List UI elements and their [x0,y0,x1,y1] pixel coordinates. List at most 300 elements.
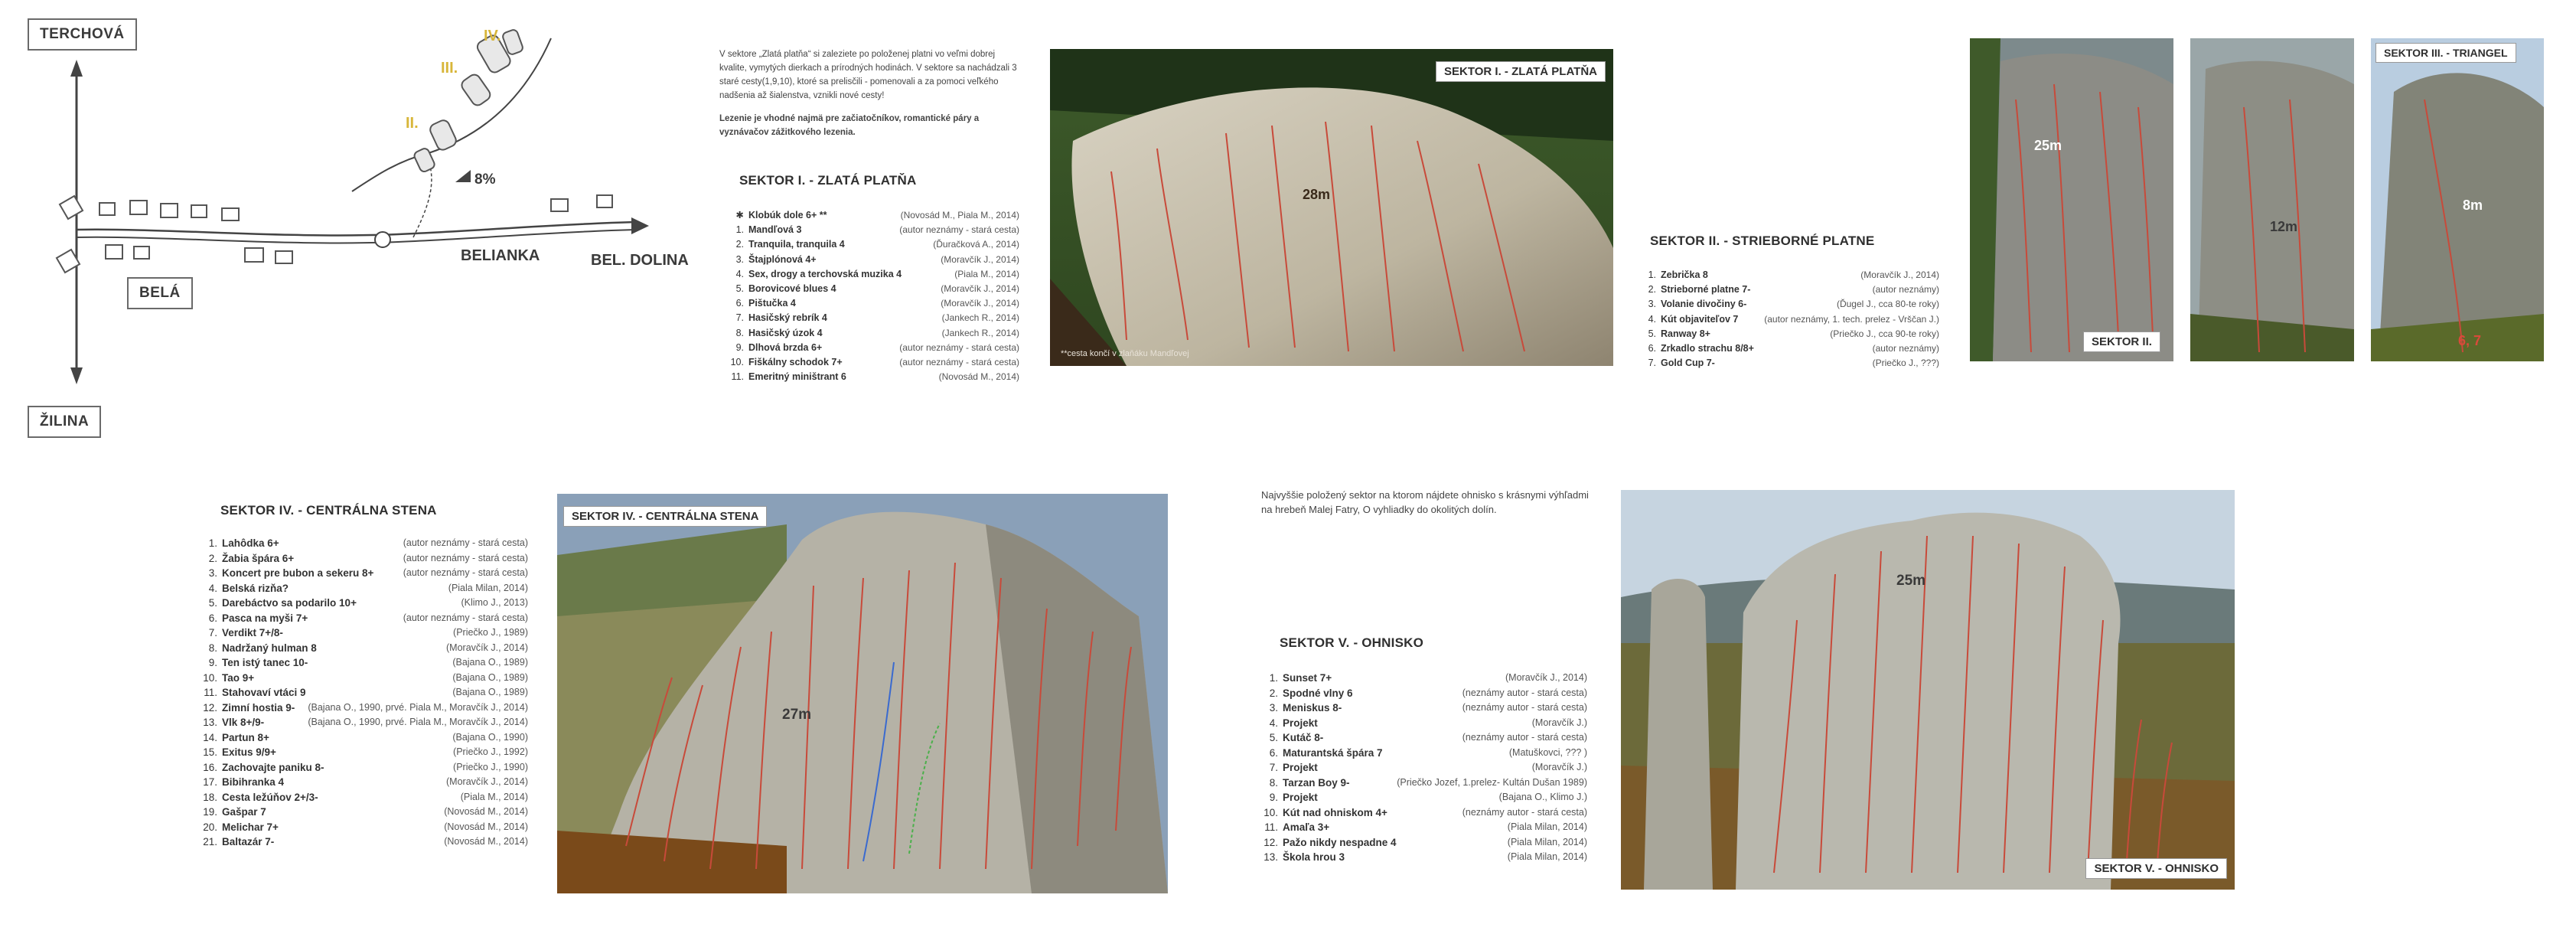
route-title: Projekt [1283,762,1318,773]
route-title: Škola hrou 3 [1283,851,1345,863]
route-number: 15. [203,746,217,758]
route-author: (Bajana O., 1990) [452,731,528,743]
route-title: Koncert pre bubon a sekeru 8+ [222,567,374,579]
sector4-height: 27m [782,707,812,723]
route-author: (Piala Milan, 2014) [448,582,528,593]
route-title: Meniskus 8- [1283,702,1342,714]
route-item [726,223,1019,237]
route-name [1260,686,1353,701]
route-name [1638,356,1715,371]
route-title: Dlhová brzda 6+ [748,341,823,353]
route-number: 11. [1264,821,1278,833]
sector3-route-nums: 6, 7 [2458,333,2482,348]
route-author: (neznámy autor - stará cesta) [1462,687,1587,698]
route-title: Strieborné platne 7- [1661,284,1751,296]
route-name [1260,790,1318,805]
sector2-height-b: 12m [2270,219,2298,234]
route-author: (Moravčík J., 2014) [446,776,528,787]
route-author: (neznámy autor - stará cesta) [1462,702,1587,713]
route-item [1638,312,1939,327]
route-number: 4. [1269,717,1278,729]
route-author: (Jankech R., 2014) [941,327,1019,338]
sector4-photo [557,494,1168,893]
route-name [199,790,318,805]
route-author: (Ďugel J., cca 80-te roky) [1836,299,1939,310]
route-name [1260,730,1323,746]
route-title: Lahôdka 6+ [222,537,279,549]
route-name [199,641,317,656]
route-number: 8. [1269,776,1278,789]
route-title: Kút objaviteľov 7 [1661,313,1739,325]
route-author: (autor neznámy - stará cesta) [899,341,1019,353]
route-title: Vlk 8+/9- [222,717,265,728]
route-item [1638,341,1939,356]
route-number: 2. [735,239,744,250]
route-name [1260,820,1329,835]
route-number: 6. [735,298,744,309]
route-title: Nadržaný hulman 8 [222,642,317,654]
route-name [726,208,827,223]
route-title: Pažo nikdy nespadne 4 [1283,836,1397,848]
route-name [1638,297,1746,312]
route-author: (Moravčík J., 2014) [941,253,1019,265]
sector5-height: 25m [1896,573,1926,589]
map-sector-ii: II. [406,115,419,132]
sector5-route-list [1260,671,1587,865]
route-number: 18. [203,791,217,803]
route-name [199,671,254,686]
route-title: Zebrička 8 [1661,269,1708,280]
route-item [726,355,1019,370]
route-number: 5. [208,597,217,609]
route-author: (neznámy autor - stará cesta) [1462,732,1587,743]
route-title: Maturantská špára 7 [1283,746,1383,759]
route-number: 3. [1648,299,1656,310]
route-item [199,745,528,760]
route-name [1638,341,1754,356]
route-name [199,581,289,596]
route-author: (Novosád M., 2014) [444,821,528,832]
route-author: (Ďuračková A., 2014) [933,239,1019,250]
route-number: 3. [1269,702,1278,714]
sector5-photo-svg [1621,490,2235,890]
sector1-intro [719,47,1019,139]
route-title: Zrkadlo strachu 8/8+ [1661,343,1754,354]
route-name [1260,835,1397,851]
route-number: 5. [1648,328,1656,339]
sector5-photo [1621,490,2235,890]
town-label-bel-dolina: BEL. DOLINA [591,252,689,269]
route-name [199,745,276,760]
route-name [199,775,284,790]
route-author: (Priečko J., cca 90-te roky) [1830,328,1939,339]
route-name [199,551,294,567]
route-number: 7. [1269,762,1278,773]
sector1-photo-label: SEKTOR I. - ZLATÁ PLATŇA [1436,61,1606,82]
route-item [199,685,528,700]
route-author: (autor neznámy, 1. tech. prelez - Vrščan J.) [1764,313,1939,325]
route-number: 1. [735,224,744,236]
route-item [726,370,1019,384]
route-name [726,267,902,282]
route-author: (Bajana O., 1990, prvé. Piala M., Moravčík J., 2014) [308,717,528,727]
route-name [199,685,306,700]
route-item [199,566,528,581]
map-sector-iv: IV. [484,28,501,44]
route-title: Partun 8+ [222,731,269,743]
sector1-title: SEKTOR I. - ZLATÁ PLATŇA [739,173,917,188]
route-number: 16. [203,761,217,773]
route-number: 17. [203,776,217,788]
route-title: Tao 9+ [222,671,255,684]
sector2-route-list [1638,268,1939,371]
sector3-photo [2371,38,2544,361]
route-item [199,805,528,820]
route-title: Zimní hostia 9- [222,701,295,714]
sector3-photo-svg [2371,38,2544,361]
route-item [1260,850,1587,865]
route-item [726,326,1019,341]
route-name [1260,776,1350,791]
route-name [199,820,279,835]
route-author: (Piala M., 2014) [460,791,528,802]
route-title: Stahovaví vtáci 9 [222,687,306,698]
route-item [199,760,528,776]
route-number: 1. [1648,269,1656,280]
route-item [199,700,528,716]
route-item [1260,790,1587,805]
route-author: (Priečko J., 1992) [453,746,528,757]
route-name [1638,282,1750,297]
route-number: 10. [203,671,217,684]
route-item [1638,327,1939,341]
route-item [726,311,1019,325]
route-author: (autor neznámy - stará cesta) [403,537,528,548]
sector4-photo-svg [557,494,1168,893]
route-item [199,625,528,641]
route-title: Projekt [1283,717,1318,729]
route-title: Ranway 8+ [1661,328,1710,339]
approach-map [15,8,689,444]
route-item [199,551,528,567]
route-author: (Novosád M., 2014) [444,806,528,817]
route-title: Projekt [1283,792,1318,803]
intro-paragraph-2: Lezenie je vhodné najmä pre začiatočníkov, romantické páry a vyznávačov zážitkového lezenia. [719,114,980,137]
route-name [1260,671,1332,686]
route-name [726,326,823,341]
route-author: (Novosád M., Piala M., 2014) [900,210,1019,220]
route-name [199,805,266,820]
town-label-zilina: ŽILINA [28,406,101,438]
route-title: Pištučka 4 [748,298,796,309]
route-item [1260,671,1587,686]
route-number: 4. [1648,313,1656,325]
route-number: 6. [1648,343,1656,354]
sector2-photo-b-svg [2190,38,2354,361]
route-number: 3. [735,253,744,265]
route-author: (autor neznámy - stará cesta) [899,224,1019,236]
route-name [1260,850,1345,865]
route-name [1638,327,1710,341]
route-item [1260,835,1587,851]
sector2-photo-label: SEKTOR II. [2083,331,2160,352]
route-name [726,311,827,325]
route-number: 20. [203,821,217,833]
route-item [199,790,528,805]
route-name [199,700,295,716]
route-name [726,355,843,370]
sector5-intro: Najvyššie položený sektor na ktorom nájdete ohnisko s krásnymi výhľadmi na hrebeň Malej Fatry, O vyhliadky do okolitých dolín. [1261,489,1589,515]
route-author: (neznámy autor - stará cesta) [1462,806,1587,818]
route-number: 2. [1269,687,1278,699]
route-item [199,581,528,596]
route-author: (Klimo J., 2013) [461,597,528,608]
sector4-title: SEKTOR IV. - CENTRÁLNA STENA [220,503,437,518]
route-item [726,341,1019,355]
route-author: (Bajana O., Klimo J.) [1498,792,1587,802]
route-title: Sunset 7+ [1283,672,1332,684]
route-item [1260,686,1587,701]
route-author: (Moravčík J.) [1531,717,1587,728]
route-author: (Priečko J., ???) [1872,358,1939,369]
route-author: (Moravčík J.) [1531,762,1587,772]
route-number: 7. [735,312,744,324]
route-title: Hasičský rebrík 4 [748,312,827,324]
route-item [199,641,528,656]
route-author: (Bajana O., 1990, prvé. Piala M., Moravčík J., 2014) [308,701,528,713]
route-author: (Priečko J., 1990) [453,761,528,772]
route-number: 5. [1269,732,1278,743]
route-title: Melichar 7+ [222,821,279,833]
intro-paragraph-1: V sektore „Zlatá platňa“ si zaleziete po položenej platni vo veľmi dobrej kvalite, vymytých dierkach a prírodných hodinách. V sektore sa nachádzali 3 staré cesty(1,9,10), ktoré sa prelisčili - pomenovali a za pomoci veľkého nadšenia až šialenstva, vznikli nové cesty! [719,50,1017,100]
sector1-route-list [726,208,1019,384]
route-number: 8. [735,327,744,338]
route-number: 1. [208,537,217,549]
route-title: Emeritný miništrant 6 [748,371,846,383]
route-number: 4. [735,268,744,279]
route-author: (Moravčík J., 2014) [941,283,1019,295]
route-author: (autor neznámy) [1872,343,1939,354]
route-author: (Matuškovci, ??? ) [1508,746,1587,758]
route-item [199,820,528,835]
route-author: (autor neznámy - stará cesta) [899,357,1019,368]
route-item [726,237,1019,252]
route-title: Klobúk dole 6+ ** [748,210,827,220]
sector4-photo-label: SEKTOR IV. - CENTRÁLNA STENA [563,506,767,527]
route-author: (Piala M., 2014) [954,268,1019,279]
map-grade: 8% [474,171,496,188]
route-name [1260,760,1318,776]
route-item [199,715,528,730]
route-name [1638,312,1738,327]
sector2-photo-b [2190,38,2354,361]
route-title: Ten istý tanec 10- [222,657,308,668]
route-item [199,596,528,611]
route-number: 7. [208,627,217,638]
route-name [199,596,357,611]
route-author: (Moravčík J., 2014) [446,642,528,653]
sector2-photo-a-svg [1970,38,2173,361]
route-name [726,253,817,267]
route-number: 9. [208,657,217,668]
route-name [726,223,801,237]
route-name [1260,746,1383,761]
route-author: (Novosád M., 2014) [938,371,1019,383]
route-author: (Moravčík J., 2014) [941,298,1019,309]
route-name [726,296,796,311]
route-title: Spodné vlny 6 [1283,687,1353,699]
route-title: Borovicové blues 4 [748,283,836,295]
sector1-note: **cesta končí v zlaňáku Mandľovej [1061,349,1189,358]
route-title: Baltazár 7- [222,836,275,847]
route-number: 14. [203,731,217,743]
route-title: Zachovajte paniku 8- [222,761,324,773]
route-title: Žabia špára 6+ [222,552,295,564]
route-name [199,760,324,776]
sector3-height: 8m [2463,198,2483,213]
route-author: (Piala Milan, 2014) [1507,851,1587,862]
route-item [1638,268,1939,282]
route-title: Gold Cup 7- [1661,358,1715,369]
route-title: Volanie divočiny 6- [1661,299,1747,310]
route-author: (Jankech R., 2014) [941,312,1019,324]
route-item [726,208,1019,223]
route-title: Verdikt 7+/8- [222,627,283,638]
route-name [1638,268,1708,282]
route-item [726,282,1019,296]
route-title: Štajplónová 4+ [748,253,817,265]
route-author: (Bajana O., 1989) [452,671,528,683]
route-number: 6. [1269,746,1278,759]
route-item [199,671,528,686]
route-name [1260,805,1387,821]
route-name [726,237,845,252]
route-item [1260,716,1587,731]
sector1-photo-svg [1050,49,1613,366]
route-number: 6. [208,612,217,624]
route-number: 12. [203,701,217,714]
route-number: 8. [208,642,217,654]
sector5-title: SEKTOR V. - OHNISKO [1280,635,1424,650]
route-author: (autor neznámy - stará cesta) [403,552,528,563]
route-title: Exitus 9/9+ [222,746,276,758]
route-item [1260,700,1587,716]
route-author: (autor neznámy - stará cesta) [403,612,528,623]
route-item [726,267,1019,282]
town-label-bela: BELÁ [127,277,193,309]
route-item [199,655,528,671]
route-number: 9. [735,341,744,353]
route-number: ✱ [735,210,744,220]
route-name [199,730,269,746]
route-number: 2. [208,552,217,564]
route-item [1638,297,1939,312]
route-title: Bibihranka 4 [222,776,285,788]
route-title: Gašpar 7 [222,806,266,818]
route-title: Darebáctvo sa podarilo 10+ [222,597,357,609]
route-name [199,715,264,730]
route-item [199,775,528,790]
sector4-route-list [199,536,528,850]
sector5-photo-label: SEKTOR V. - OHNISKO [2085,858,2227,879]
route-author: (Novosád M., 2014) [444,836,528,847]
route-item [1260,760,1587,776]
route-author: (autor neznámy) [1872,284,1939,296]
route-title: Hasičský úzok 4 [748,327,823,338]
route-number: 21. [203,836,217,847]
town-label-belianka: BELIANKA [461,247,540,264]
sector2-photo-a [1970,38,2173,361]
route-title: Cesta ležúňov 2+/3- [222,791,318,803]
route-name [1260,700,1342,716]
route-number: 12. [1264,836,1278,848]
route-name [726,341,822,355]
route-title: Mandľová 3 [748,224,802,236]
route-name [199,625,283,641]
route-title: Kút nad ohniskom 4+ [1283,806,1387,818]
route-number: 10. [1264,806,1278,818]
route-name [199,536,279,551]
sector2-title: SEKTOR II. - STRIEBORNÉ PLATNE [1650,234,1875,248]
route-author: (Moravčík J., 2014) [1860,269,1939,280]
route-item [1260,730,1587,746]
route-name [1260,716,1318,731]
route-number: 2. [1648,284,1656,296]
route-title: Tranquila, tranquila 4 [748,239,845,250]
route-author: (Bajana O., 1989) [452,687,528,697]
route-title: Sex, drogy a terchovská muzika 4 [748,268,902,279]
route-item [1638,356,1939,371]
route-number: 4. [208,582,217,594]
route-number: 5. [735,283,744,295]
map-roads [15,8,689,444]
map-sector-iii: III. [441,60,458,77]
route-author: (autor neznámy - stará cesta) [403,567,528,578]
route-number: 13. [203,717,217,728]
route-item [1260,746,1587,761]
route-name [726,370,846,384]
route-number: 1. [1269,672,1278,684]
route-item [199,834,528,850]
route-number: 10. [730,357,744,368]
route-item [199,611,528,626]
route-number: 9. [1269,792,1278,803]
route-item [1260,805,1587,821]
route-item [199,536,528,551]
route-title: Pasca na myši 7+ [222,612,308,624]
route-author: (Piala Milan, 2014) [1507,836,1587,847]
route-name [726,282,836,296]
sector1-photo [1050,49,1613,366]
route-number: 19. [203,806,217,818]
route-title: Tarzan Boy 9- [1283,776,1350,789]
route-title: Belská rizňa? [222,582,289,594]
route-item [726,253,1019,267]
route-author: (Bajana O., 1989) [452,657,528,668]
route-title: Fiškálny schodok 7+ [748,357,843,368]
route-item [1260,776,1587,791]
route-item [726,296,1019,311]
route-number: 13. [1264,851,1278,863]
route-number: 11. [204,687,217,698]
route-title: Kutáč 8- [1283,732,1324,743]
route-number: 3. [208,567,217,579]
route-name [199,834,274,850]
route-number: 11. [731,371,744,383]
route-author: (Piala Milan, 2014) [1507,821,1587,832]
route-item [1638,282,1939,297]
route-author: (Moravčík J., 2014) [1505,672,1587,683]
